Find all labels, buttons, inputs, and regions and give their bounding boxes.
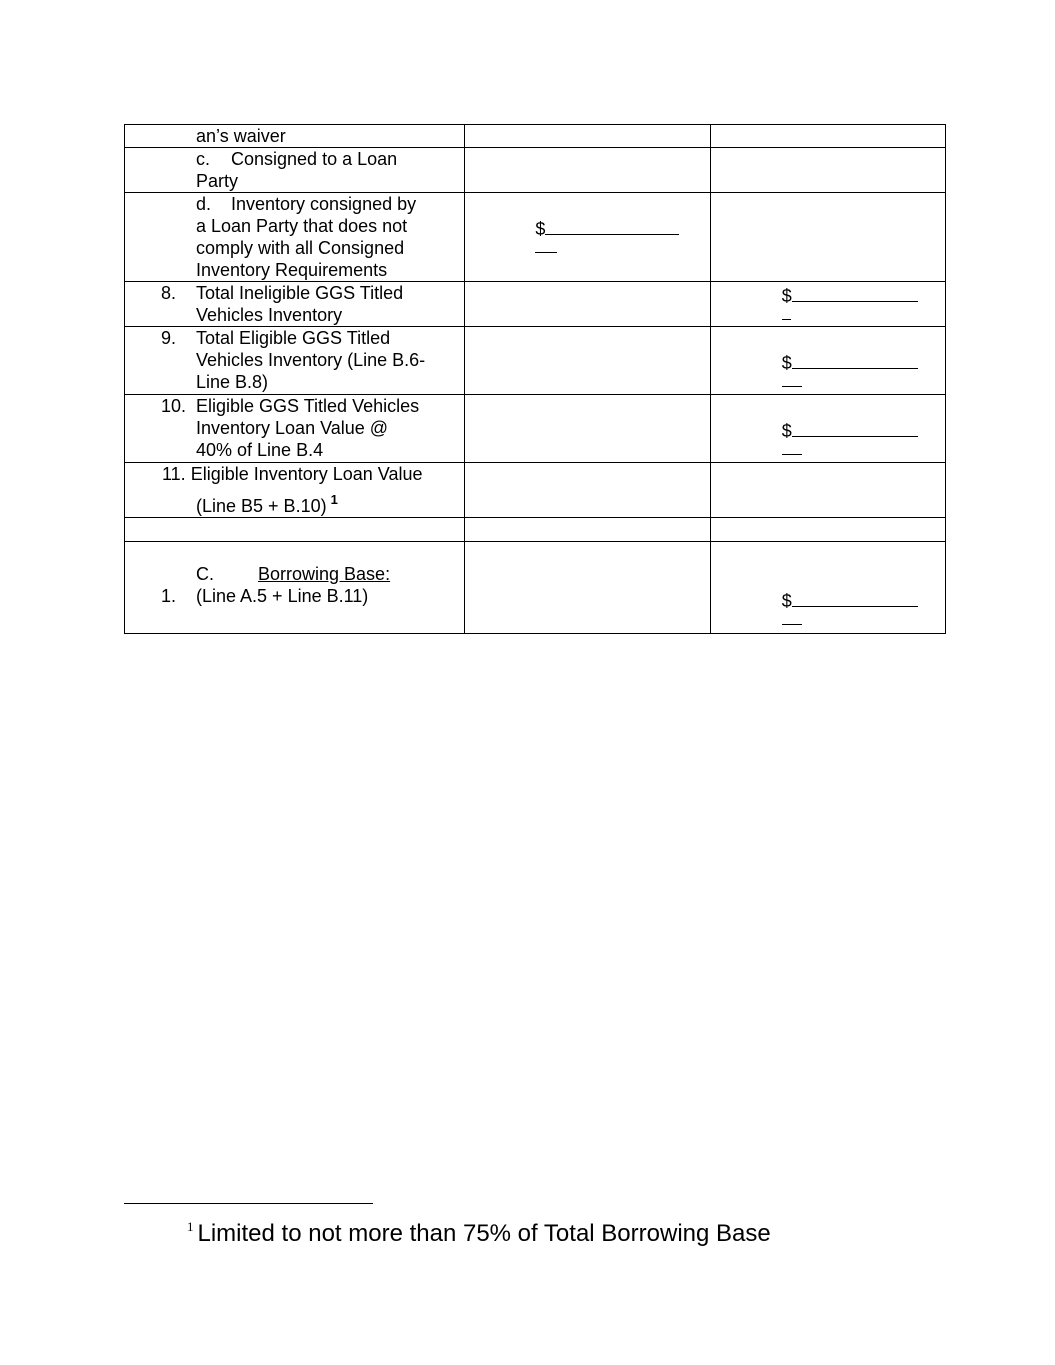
row-description: 8. Total Ineligible GGS Titled Vehicles Inventory xyxy=(161,283,404,325)
amount-cell xyxy=(465,518,710,542)
total-cell xyxy=(710,463,945,518)
amount-blank-line xyxy=(545,217,679,235)
footnote-mark: 1 xyxy=(187,1219,194,1234)
table-row-11 xyxy=(125,463,946,518)
section-heading: Borrowing Base: xyxy=(258,564,391,584)
row-description: an’s waiver xyxy=(196,126,286,146)
item-letter: d. xyxy=(196,194,212,214)
total-field[interactable]: $ xyxy=(782,419,918,455)
total-cell xyxy=(710,193,945,282)
table-row-empty xyxy=(125,518,946,542)
total-cell xyxy=(710,327,945,395)
row-number: 1. xyxy=(161,586,177,606)
total-field[interactable]: $ xyxy=(782,589,918,625)
description-cell xyxy=(125,327,465,395)
row-description: 10. Eligible GGS Titled Vehicles Inventory Loan Value @ 40% of Line B.4 xyxy=(161,396,420,460)
description-cell xyxy=(125,148,465,193)
amount-cell xyxy=(465,193,710,282)
amount-blank-tail xyxy=(782,442,802,455)
row-number: 8. xyxy=(161,283,177,303)
row-number: 9. xyxy=(161,328,177,348)
amount-cell xyxy=(465,395,710,463)
amount-blank-tail xyxy=(535,240,557,253)
amount-cell xyxy=(465,148,710,193)
amount-blank-line xyxy=(792,419,918,437)
total-field[interactable]: $ xyxy=(782,351,918,387)
item-letter: c. xyxy=(196,149,211,169)
table-row-9 xyxy=(125,327,946,395)
amount-blank-tail xyxy=(782,307,791,320)
amount-blank-line xyxy=(792,351,918,369)
section-letter: C. xyxy=(196,564,214,584)
row-number: 10. xyxy=(161,396,187,416)
total-cell xyxy=(710,395,945,463)
description-cell xyxy=(125,125,465,148)
total-field[interactable]: $ xyxy=(782,284,918,320)
footnote-text: Limited to not more than 75% of Total Borrowing Base xyxy=(197,1220,771,1247)
total-cell xyxy=(710,282,945,327)
amount-cell xyxy=(465,327,710,395)
row-description: 11. Eligible Inventory Loan Value (Line B5 + B.10) $^1$ xyxy=(162,464,423,516)
amount-cell xyxy=(465,282,710,327)
total-cell xyxy=(710,148,945,193)
total-cell xyxy=(710,518,945,542)
table-row-c xyxy=(125,148,946,193)
description-cell xyxy=(125,193,465,282)
row-description: C. Borrowing Base: 1. (Line A.5 + Line B.11) xyxy=(161,564,391,606)
amount-blank-line xyxy=(792,284,918,302)
footnote-reference[interactable]: 1 xyxy=(330,492,338,507)
row-description: 9. Total Eligible GGS Titled Vehicles Inventory (Line B.6- Line B.8) xyxy=(161,328,426,392)
row-description: c. Consigned to a Loan Party xyxy=(196,149,398,191)
borrowing-base-table xyxy=(124,124,946,634)
footnote-separator xyxy=(124,1203,373,1204)
description-cell xyxy=(125,463,465,518)
amount-cell xyxy=(465,125,710,148)
table-row-borrowing-base xyxy=(125,542,946,634)
description-cell xyxy=(125,542,465,634)
amount-blank-tail xyxy=(782,374,802,387)
table-row-waiver xyxy=(125,125,946,148)
total-cell xyxy=(710,542,945,634)
amount-cell xyxy=(465,463,710,518)
description-cell xyxy=(125,282,465,327)
amount-field[interactable]: $ xyxy=(535,217,679,253)
table-row-d xyxy=(125,193,946,282)
table-row-10 xyxy=(125,395,946,463)
total-cell xyxy=(710,125,945,148)
table-row-8 xyxy=(125,282,946,327)
footnote xyxy=(187,1212,771,1249)
amount-cell xyxy=(465,542,710,634)
amount-blank-line xyxy=(792,589,918,607)
amount-blank-tail xyxy=(782,612,802,625)
description-cell xyxy=(125,518,465,542)
description-cell xyxy=(125,395,465,463)
row-description: d. Inventory consigned by a Loan Party that does not comply with all Consigned Inventory Requirements xyxy=(196,194,417,280)
